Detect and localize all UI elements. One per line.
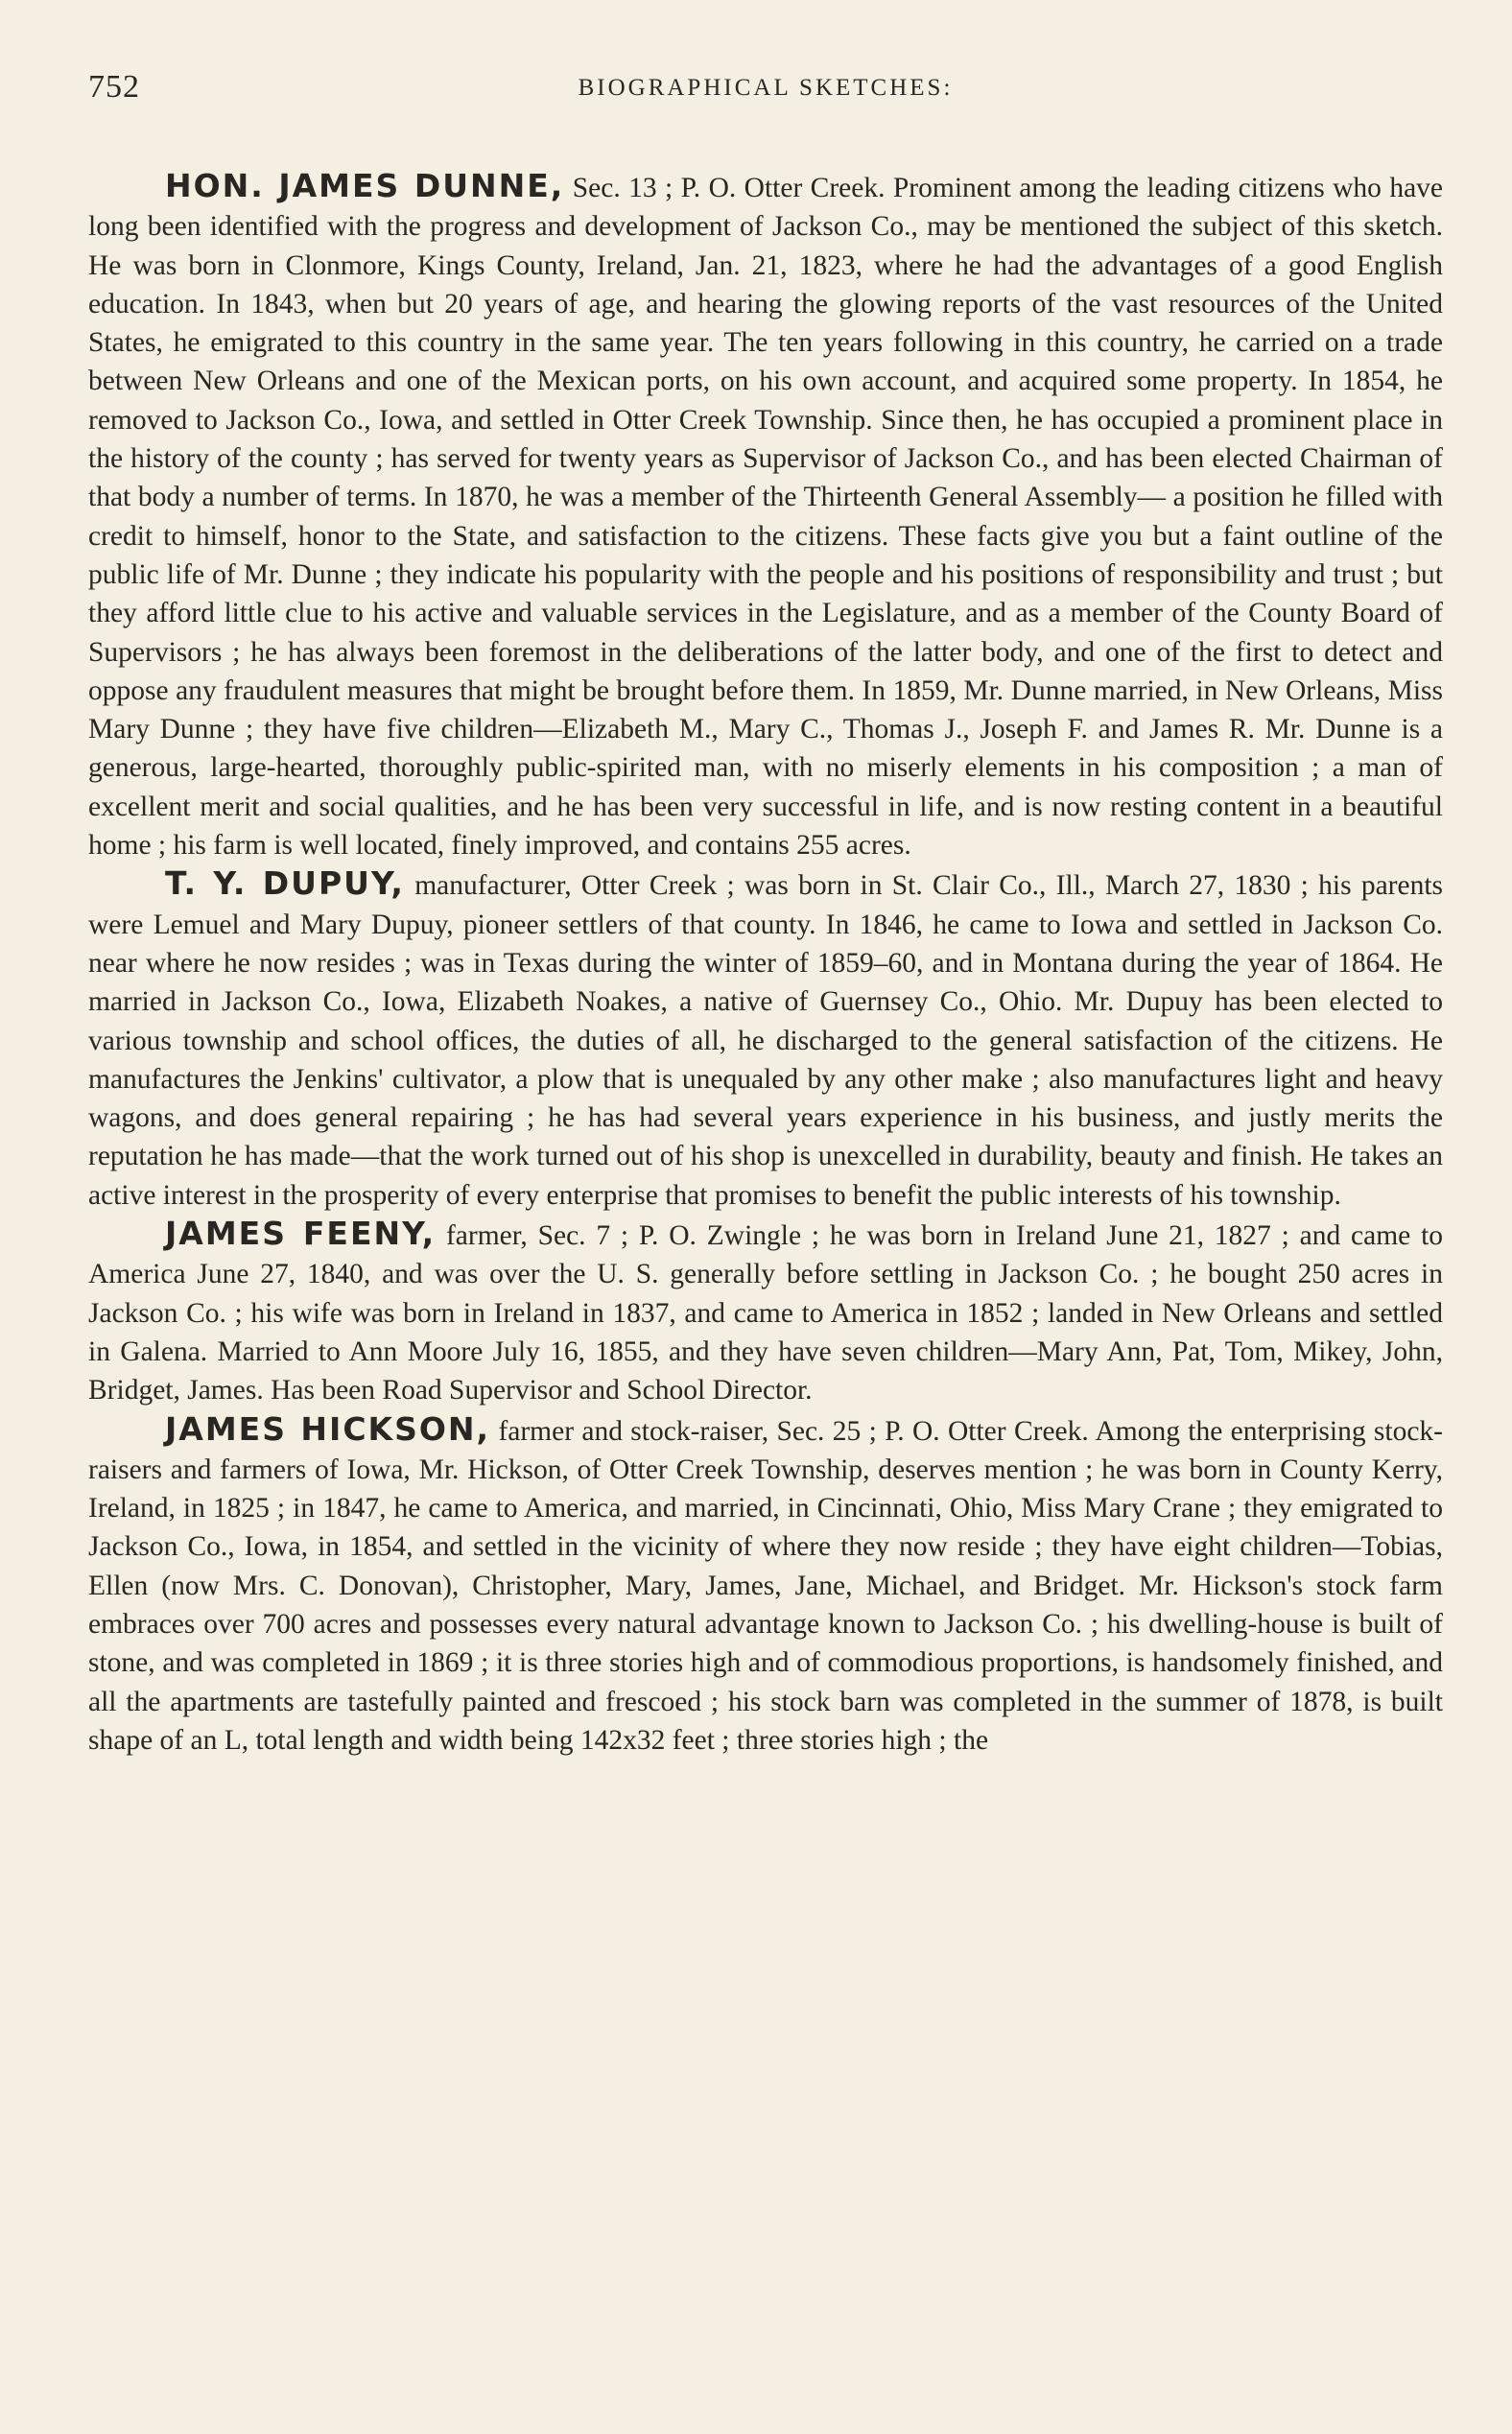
entry-text: farmer and stock-raiser, Sec. 25 ; P. O. Otter Creek. Among the enterprising stock-raisers and farmers of Iowa, Mr. Hickson, of Otter Creek Township, deserves mention ; he was born in County Kerry, Ireland, in 1825 ; in 1847, he came to America, and married, in Cincinnati, Ohio, Miss Mary Crane ; they emigrated to Jackson Co., Iowa, in 1854, and settled in the vicinity of where they now reside ; they have eight children—Tobias, Ellen (now Mrs. C. Donovan), Christopher, Mary, James, Jane, Michael, and Bridget. Mr. Hickson's stock farm embraces over 700 acres and possesses every natural advantage known to Jackson Co. ; his dwelling-house is built of stone, and was completed in 1869 ; it is three stories high and of commodious proportions, is handsomely finished, and all the apartments are tastefully painted and frescoed ; his stock barn was completed in the summer of 1878, is built shape of an L, total length and width being 142x32 feet ; three stories high ; the <box>88 1415 1444 1756</box>
entry-name: HON. JAMES DUNNE, <box>165 167 565 204</box>
biography-entry <box>88 1410 1443 1761</box>
biography-entry <box>88 1215 1443 1409</box>
entry-name: JAMES HICKSON, <box>165 1409 491 1448</box>
entry-name: JAMES FEENY, <box>165 1215 437 1253</box>
running-head <box>88 69 1443 117</box>
entry-text: manufacturer, Otter Creek ; was born in St. Clair Co., Ill., March 27, 1830 ; his parents were Lemuel and Mary Dupuy, pioneer settlers of that county. In 1846, he came to Iowa and settled in Jackson Co. near where he now resides ; was in Texas during the winter of 1859–60, and in Montana during the year of 1864. He married in Jackson Co., Iowa, Elizabeth Noakes, a native of Guernsey Co., Ohio. Mr. Dupuy has been elected to various township and school offices, the duties of all, he discharged to the general satisfaction of the citizens. He manufactures the Jenkins' cultivator, a plow that is unequaled by any other make ; also manufactures light and heavy wagons, and does general repairing ; he has had several years experience in his business, and justly merits the reputation he has made—that the work turned out of his shop is unexcelled in durability, beauty and finish. He takes an active interest in the prosperity of every enterprise that promises to benefit the public interests of his township. <box>88 870 1444 1211</box>
document-page <box>88 69 1443 2372</box>
biography-entry <box>88 864 1443 1215</box>
entry-text: Sec. 13 ; P. O. Otter Creek. Prominent among the leading citizens who have long been identified with the progress and development of Jackson Co., may be mentioned the subject of this sketch. He was born in Clonmore, Kings County, Ireland, Jan. 21, 1823, where he had the advantages of a good English education. In 1843, when but 20 years of age, and hearing the glowing reports of the vast resources of the United States, he emigrated to this country in the same year. The ten years following in this country, he carried on a trade between New Orleans and one of the Mexican ports, on his own account, and acquired some property. In 1854, he removed to Jackson Co., Iowa, and settled in Otter Creek Township. Since then, he has occupied a prominent place in the history of the county ; has served for twenty years as Supervisor of Jackson Co., and has been elected Chairman of that body a number of terms. In 1870, he was a member of the Thirteenth General Assembly— a position he filled with credit to himself, honor to the State, and satisfaction to the citizens. These facts give you but a faint outline of the public life of Mr. Dunne ; they indicate his popularity with the people and his positions of responsibility and trust ; but they afford little clue to his active and valuable services in the Legislature, and as a member of the County Board of Supervisors ; he has always been foremost in the deliberations of the latter body, and one of the first to detect and oppose any fraudulent measures that might be brought before them. In 1859, Mr. Dunne married, in New Orleans, Miss Mary Dunne ; they have five children—Elizabeth M., Mary C., Thomas J., Joseph F. and James R. Mr. Dunne is a generous, large-hearted, thoroughly public-spirited man, with no miserly elements in his composition ; a man of excellent merit and social qualities, and he has been very successful in life, and is now resting content in a beautiful home ; his farm is well located, finely improved, and contains 255 acres. <box>88 173 1443 862</box>
running-title: BIOGRAPHICAL SKETCHES: <box>578 75 954 101</box>
entry-name: T. Y. DUPUY, <box>165 864 405 903</box>
biography-entry <box>88 167 1443 864</box>
entry-text: farmer, Sec. 7 ; P. O. Zwingle ; he was born in Ireland June 21, 1827 ; and came to America June 27, 1840, and was over the U. S. generally before settling in Jackson Co. ; he bought 250 acres in Jackson Co. ; his wife was born in Ireland in 1837, and came to America in 1852 ; landed in New Orleans and settled in Galena. Married to Ann Moore July 16, 1855, and they have seven children—Mary Ann, Pat, Tom, Mikey, John, Bridget, James. Has been Road Supervisor and School Director. <box>88 1220 1444 1406</box>
page-number: 752 <box>88 69 140 105</box>
